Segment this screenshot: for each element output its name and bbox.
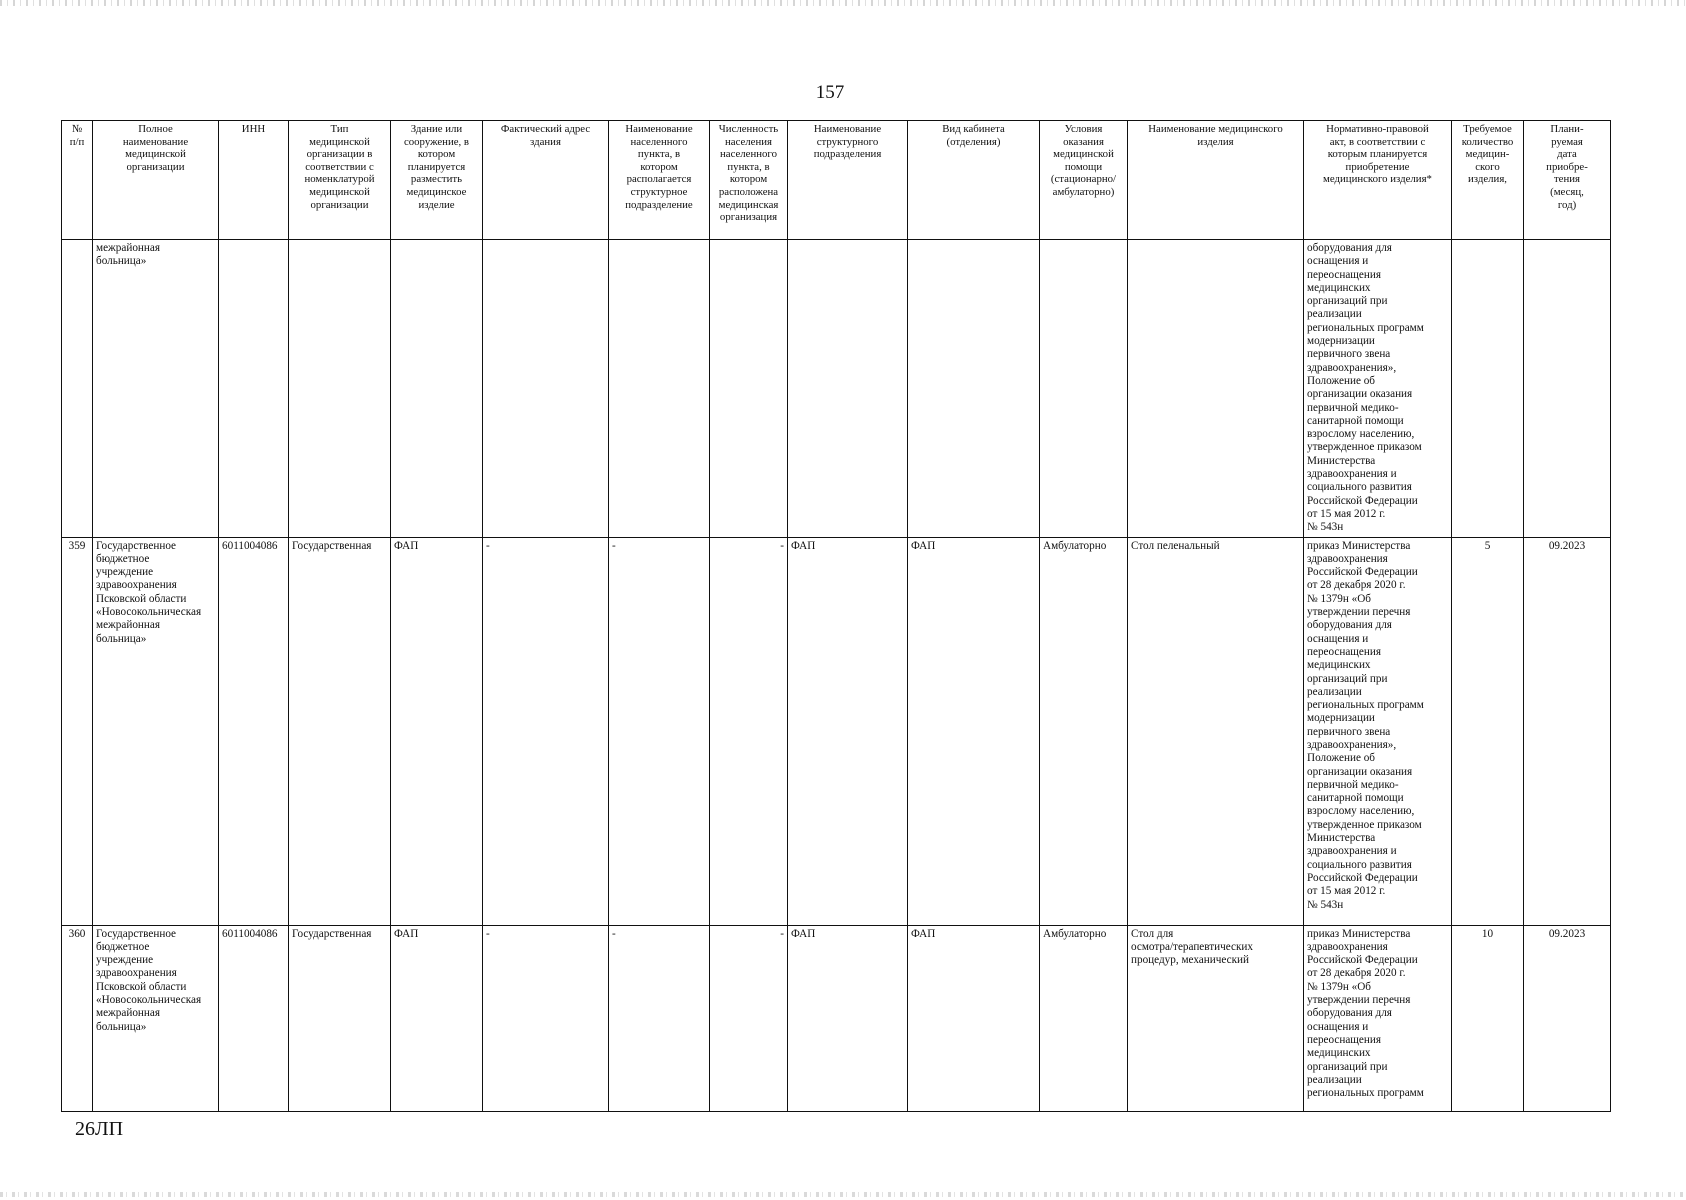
cell-cabinet: ФАП — [908, 925, 1040, 1111]
cell-org: Государственное бюджетное учреждение здравоохранения Псковской области «Новосокольническая межрайонная больница» — [93, 925, 219, 1111]
cell-num — [62, 240, 93, 538]
cell-address: - — [483, 537, 609, 925]
cell-num: 359 — [62, 537, 93, 925]
cell-device — [1128, 240, 1304, 538]
header-row — [62, 121, 1611, 240]
cell-date — [1524, 240, 1611, 538]
cell-type: Государственная — [289, 537, 391, 925]
cell-building: ФАП — [391, 537, 483, 925]
cell-cabinet — [908, 240, 1040, 538]
cell-conditions: Амбулаторно — [1040, 537, 1128, 925]
header-cell-building: Здание или сооружение, в котором планируется разместить медицинское изделие — [391, 121, 483, 240]
cell-conditions: Амбулаторно — [1040, 925, 1128, 1111]
cell-inn: 6011004086 — [219, 925, 289, 1111]
header-cell-type: Тип медицинской организации в соответствии с номенклатурой медицинской организации — [289, 121, 391, 240]
cell-device: Стол пеленальный — [1128, 537, 1304, 925]
cell-num: 360 — [62, 925, 93, 1111]
cell-address: - — [483, 925, 609, 1111]
cell-cabinet: ФАП — [908, 537, 1040, 925]
table-row — [62, 537, 1611, 925]
header-cell-num: № п/п — [62, 121, 93, 240]
header-cell-quantity: Требуемое количество медицин- ского изделия, — [1452, 121, 1524, 240]
cell-address — [483, 240, 609, 538]
cell-unit: ФАП — [788, 925, 908, 1111]
header-cell-legal-act: Нормативно-правовой акт, в соответствии с которым планируется приобретение медицинского изделия* — [1304, 121, 1452, 240]
cell-locality: - — [609, 537, 710, 925]
header-cell-org: Полное наименование медицинской организации — [93, 121, 219, 240]
cell-quantity: 10 — [1452, 925, 1524, 1111]
cell-org: межрайонная больница» — [93, 240, 219, 538]
cell-population — [710, 240, 788, 538]
header-cell-date: Плани- руемая дата приобре- тения (месяц, год) — [1524, 121, 1611, 240]
cell-unit: ФАП — [788, 537, 908, 925]
cell-type — [289, 240, 391, 538]
cell-population: - — [710, 537, 788, 925]
cell-legal-act: приказ Министерства здравоохранения Российской Федерации от 28 декабря 2020 г. № 1379н «Об утверждении перечня оборудования для оснащения и переоснащения медицинских организаций при реализации региональных программ — [1304, 925, 1452, 1111]
cell-legal-act: приказ Министерства здравоохранения Российской Федерации от 28 декабря 2020 г. № 1379н «Об утверждении перечня оборудования для оснащения и переоснащения медицинских организаций при реализации региональных программ модернизации первичного звена здравоохранения», Положение об организации оказания первичной медико- санитарной помощи взрослому населению, утвержденное приказом Министерства здравоохранения и социального развития Российской Федерации от 15 мая 2012 г. № 543н — [1304, 537, 1452, 925]
header-cell-cabinet: Вид кабинета (отделения) — [908, 121, 1040, 240]
cell-date: 09.2023 — [1524, 925, 1611, 1111]
header-cell-locality: Наименование населенного пункта, в котором располагается структурное подразделение — [609, 121, 710, 240]
header-cell-conditions: Условия оказания медицинской помощи (стационарно/ амбулаторно) — [1040, 121, 1128, 240]
cell-type: Государственная — [289, 925, 391, 1111]
cell-locality — [609, 240, 710, 538]
cell-conditions — [1040, 240, 1128, 538]
cell-building — [391, 240, 483, 538]
cell-legal-act: оборудования для оснащения и переоснащения медицинских организаций при реализации региональных программ модернизации первичного звена здравоохранения», Положение об организации оказания первичной медико- санитарной помощи взрослому населению, утвержденное приказом Министерства здравоохранения и социального развития Российской Федерации от 15 мая 2012 г. № 543н — [1304, 240, 1452, 538]
cell-inn: 6011004086 — [219, 537, 289, 925]
header-cell-address: Фактический адрес здания — [483, 121, 609, 240]
table-row-continuation — [62, 240, 1611, 538]
footer-code: 26ЛП — [75, 1118, 124, 1140]
header-cell-unit: Наименование структурного подразделения — [788, 121, 908, 240]
scan-noise-bottom — [0, 1192, 1686, 1197]
cell-date: 09.2023 — [1524, 537, 1611, 925]
medical-devices-table — [61, 120, 1611, 1112]
page-number: 157 — [815, 82, 845, 103]
scan-noise-top — [0, 0, 1686, 6]
header-cell-device: Наименование медицинского изделия — [1128, 121, 1304, 240]
cell-inn — [219, 240, 289, 538]
cell-locality: - — [609, 925, 710, 1111]
cell-quantity: 5 — [1452, 537, 1524, 925]
cell-org: Государственное бюджетное учреждение здравоохранения Псковской области «Новосокольническая межрайонная больница» — [93, 537, 219, 925]
cell-unit — [788, 240, 908, 538]
header-cell-population: Численность населения населенного пункта, в котором расположена медицинская организация — [710, 121, 788, 240]
header-cell-inn: ИНН — [219, 121, 289, 240]
cell-population: - — [710, 925, 788, 1111]
cell-quantity — [1452, 240, 1524, 538]
cell-building: ФАП — [391, 925, 483, 1111]
cell-device: Стол для осмотра/терапевтических процедур, механический — [1128, 925, 1304, 1111]
table-row — [62, 925, 1611, 1111]
